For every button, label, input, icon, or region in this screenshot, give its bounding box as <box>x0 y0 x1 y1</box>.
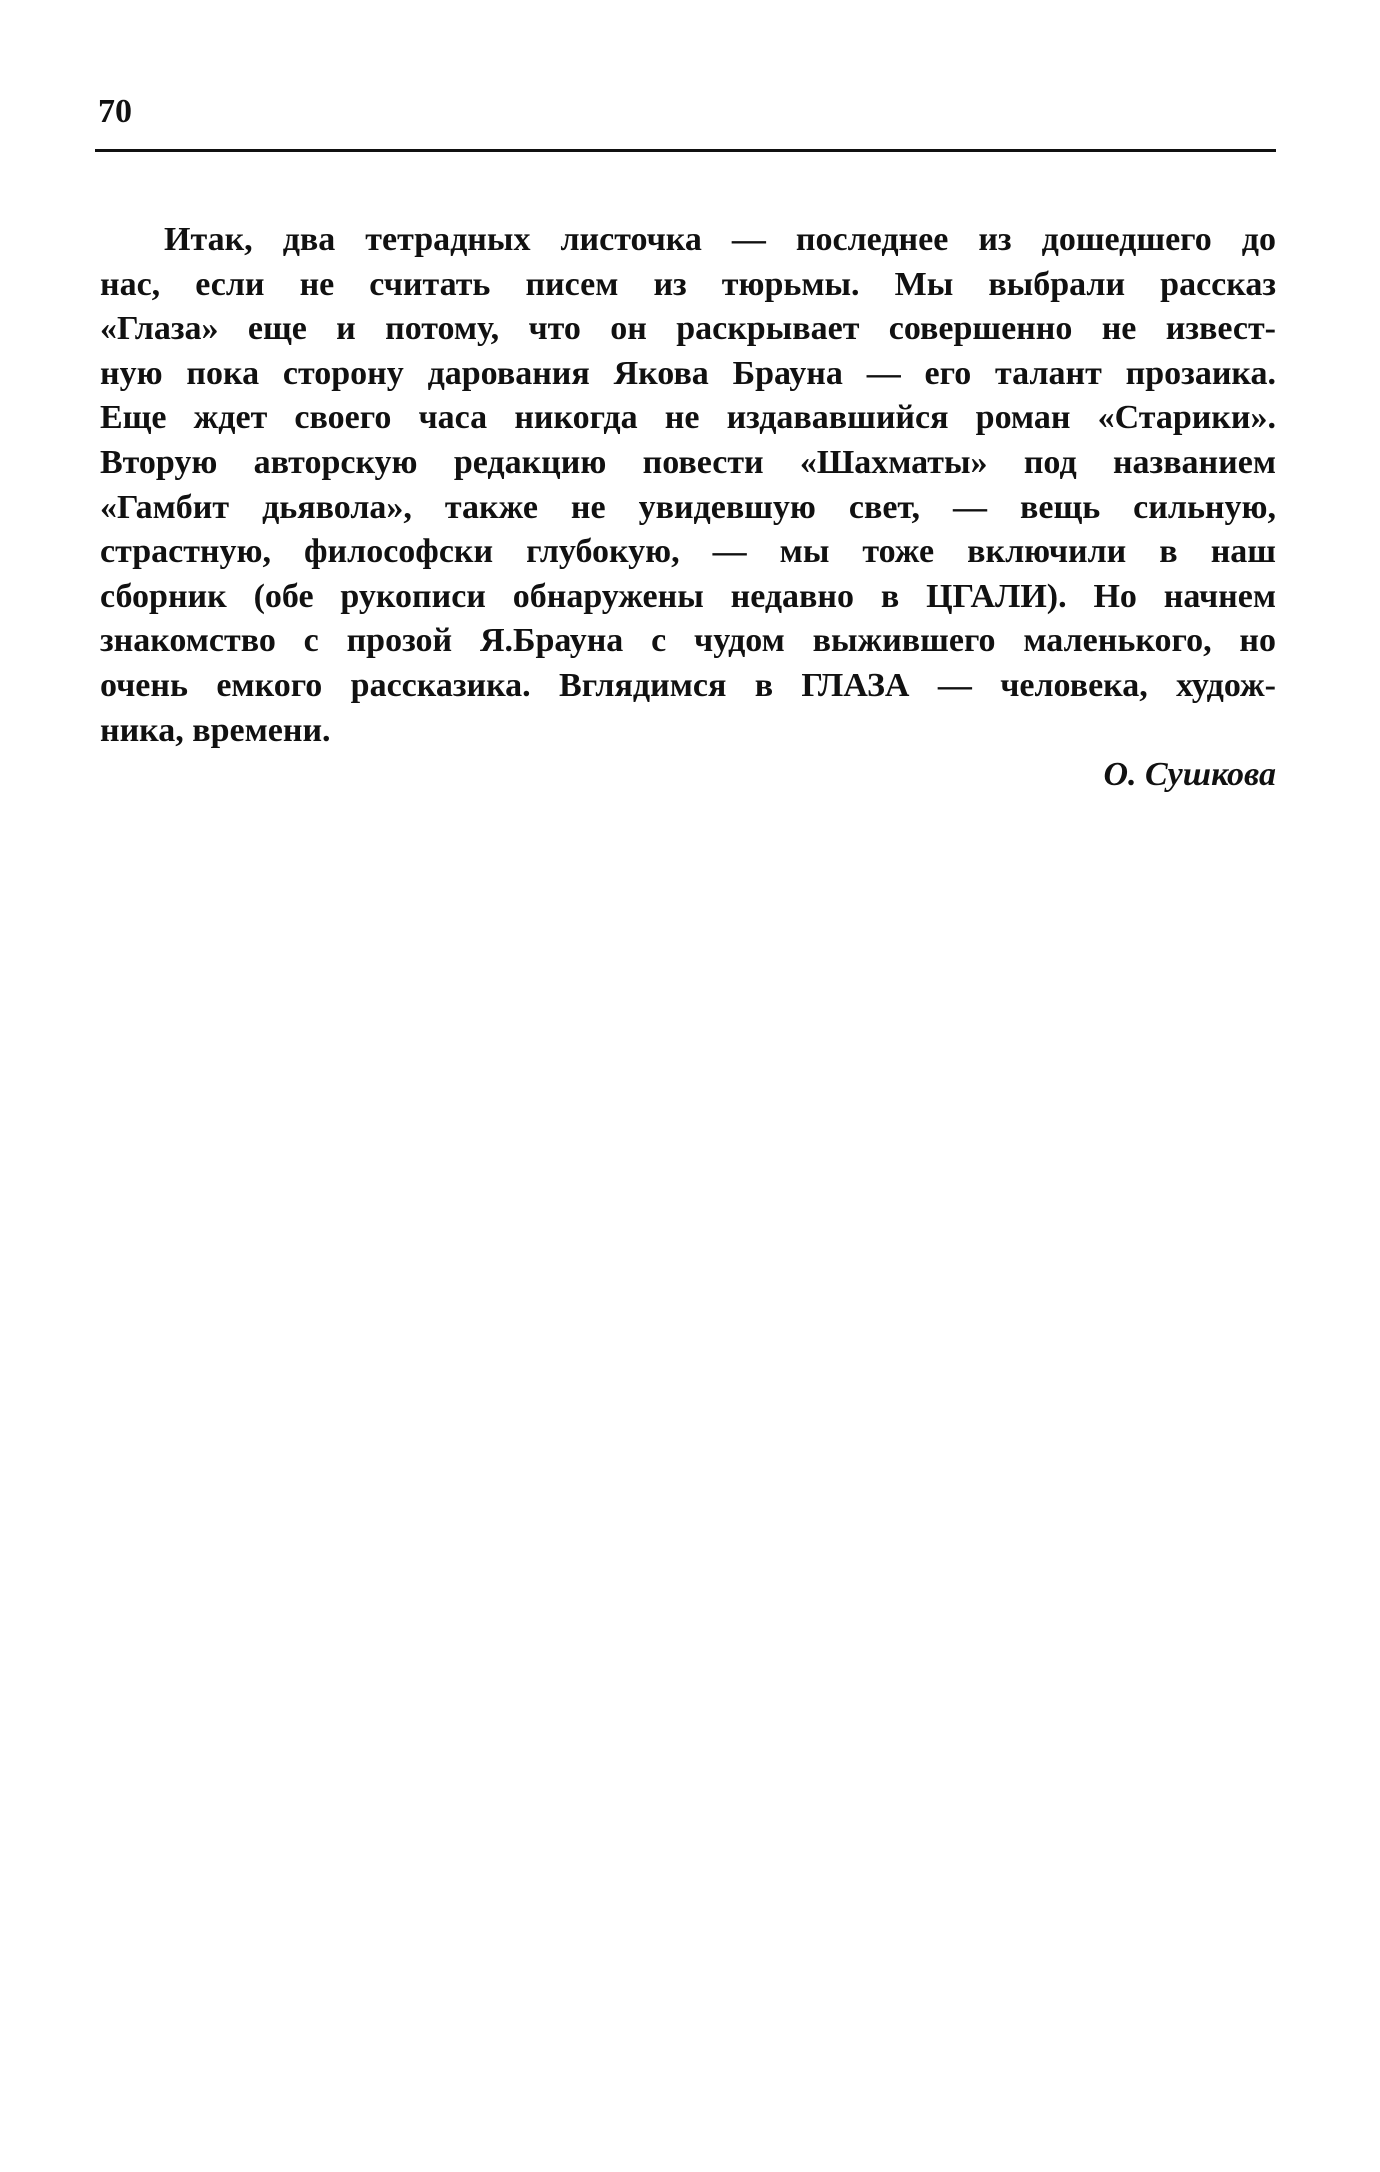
text-line: знакомство с прозой Я.Брауна с чудом выжившего маленького, но <box>100 622 1276 660</box>
text-line: Вторую авторскую редакцию повести «Шахматы» под названием <box>100 443 1276 481</box>
header-rule <box>95 149 1276 152</box>
text-line: очень емкого рассказика. Вглядимся в ГЛАЗА — человека, худож- <box>100 666 1276 704</box>
text-line: сборник (обе рукописи обнаружены недавно в ЦГАЛИ). Но начнем <box>100 577 1276 615</box>
page-number: 70 <box>98 93 132 130</box>
text-line: нас, если не считать писем из тюрьмы. Мы выбрали рассказ <box>100 265 1276 303</box>
text-line: «Глаза» еще и потому, что он раскрывает совершенно не извест- <box>100 310 1276 348</box>
body-paragraph <box>100 218 1276 753</box>
text-line: ную пока сторону дарования Якова Брауна — его талант прозаика. <box>100 354 1276 392</box>
text-line: Еще ждет своего часа никогда не издававшийся роман «Старики». <box>100 399 1276 437</box>
text-line: ника, времени. <box>100 711 331 749</box>
text-line: страстную, философски глубокую, — мы тоже включили в наш <box>100 533 1276 571</box>
text-line: Итак, два тетрадных листочка — последнее из дошедшего до <box>164 221 1276 258</box>
author-signature: О. Сушкова <box>1103 756 1276 793</box>
text-line: «Гамбит дьявола», также не увидевшую свет, — вещь сильную, <box>100 488 1276 526</box>
